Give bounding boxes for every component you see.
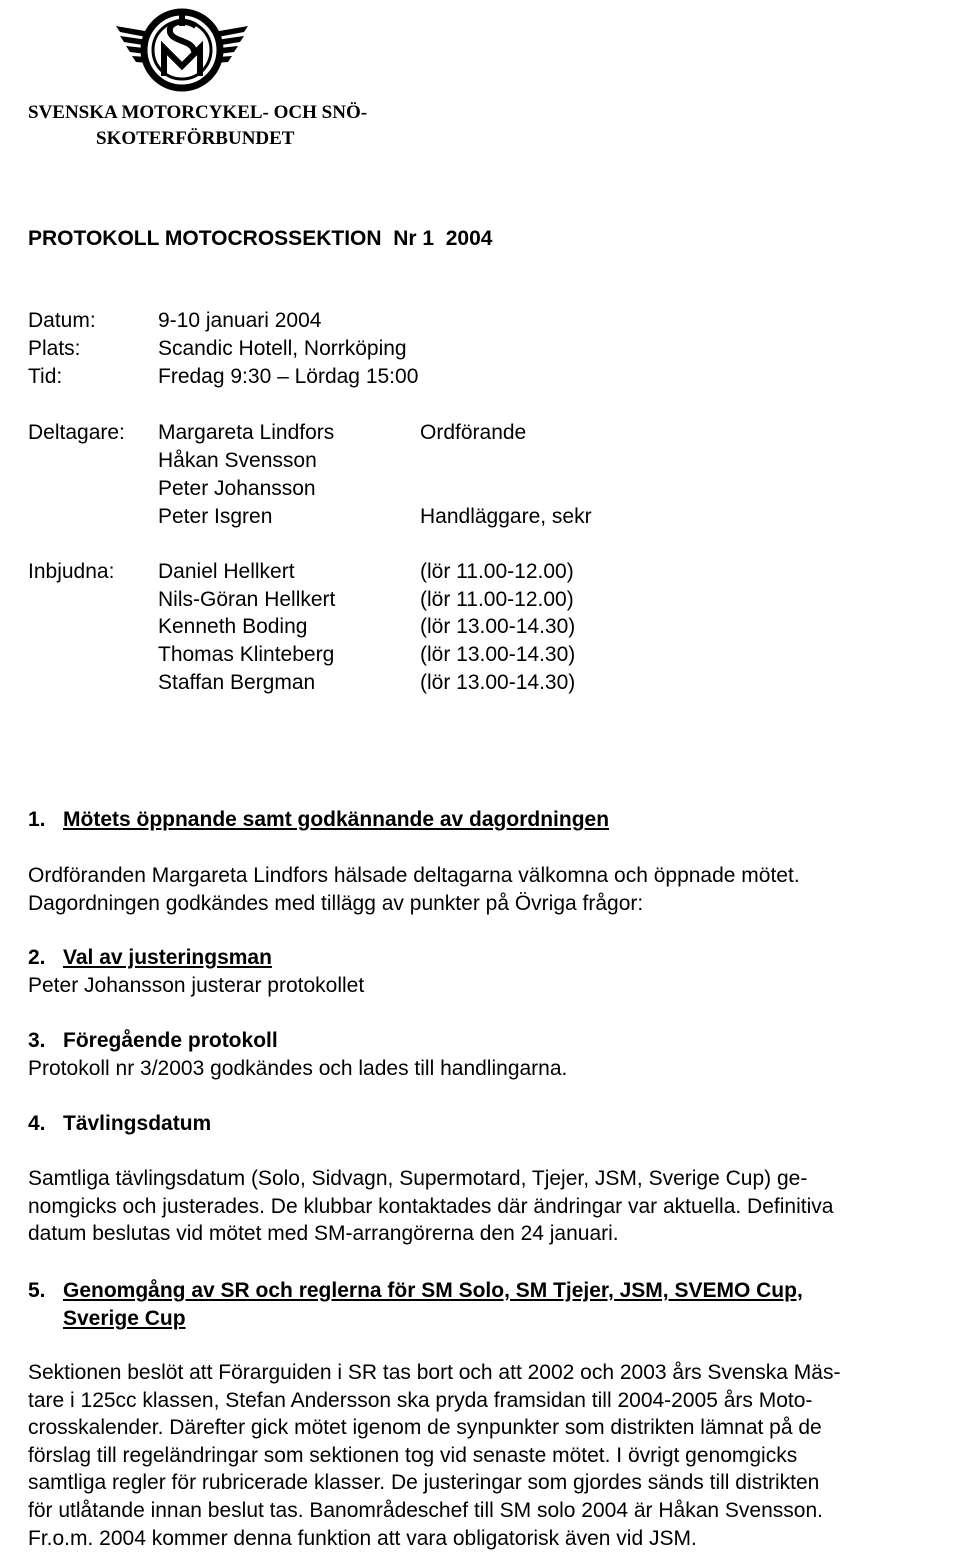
- section-title: Genomgång av SR och reglerna för SM Solo, SM Tjejer, JSM, SVEMO Cup,: [63, 1279, 803, 1302]
- body-line: nomgicks och justerades. De klubbar kontaktades där ändringar var aktuella. Definitiva: [28, 1194, 834, 1218]
- invitee-name: Nils-Göran Hellkert: [158, 588, 336, 611]
- section-title: Föregående protokoll: [63, 1029, 278, 1052]
- page-title: PROTOKOLL MOTOCROSSEKTION Nr 1 2004: [28, 227, 493, 250]
- invitee-time: (lör 11.00-12.00): [420, 560, 574, 583]
- invitee-name: Thomas Klinteberg: [158, 643, 335, 666]
- plats-label: Plats:: [28, 337, 81, 360]
- organization-name-line2: SKOTERFÖRBUNDET: [96, 128, 295, 149]
- section-title: Mötets öppnande samt godkännande av dagordningen: [63, 808, 610, 831]
- invitee-time: (lör 13.00-14.30): [420, 671, 576, 694]
- body-line: Sektionen beslöt att Förarguiden i SR tas bort och att 2002 och 2003 års Svenska Mäs-: [28, 1361, 841, 1384]
- section-heading-continued: [28, 1305, 186, 1333]
- tid-value: Fredag 9:30 – Lördag 15:00: [158, 365, 419, 388]
- section-number: 5.: [28, 1279, 46, 1302]
- section-title: Sverige Cup: [63, 1307, 186, 1330]
- participant-name: Margareta Lindfors: [158, 421, 335, 444]
- organization-name: [28, 100, 367, 152]
- section-heading: [28, 1110, 211, 1138]
- datum-label: Datum:: [28, 309, 96, 332]
- body-line: datum beslutas vid mötet med SM-arrangörerna den 24 januari.: [28, 1222, 619, 1246]
- body-line: Peter Johansson justerar protokollet: [28, 974, 365, 997]
- invitee-name: Kenneth Boding: [158, 615, 308, 638]
- section-title: Tävlingsdatum: [63, 1112, 212, 1135]
- deltagare-label: Deltagare:: [28, 421, 125, 444]
- body-line: Protokoll nr 3/2003 godkändes och lades till handlingarna.: [28, 1057, 568, 1080]
- tid-label: Tid:: [28, 365, 63, 388]
- organization-name-line1: SVENSKA MOTORCYKEL- OCH SNÖ-: [28, 102, 368, 123]
- body-line: Samtliga tävlingsdatum (Solo, Sidvagn, Supermotard, Tjejer, JSM, Sverige Cup) ge-: [28, 1167, 808, 1190]
- plats-value: Scandic Hotell, Norrköping: [158, 337, 407, 360]
- invitee-time: (lör 13.00-14.30): [420, 643, 576, 666]
- section-body: [28, 1359, 954, 1552]
- body-line: Dagordningen godkändes med tillägg av punkter på Övriga frågor:: [28, 891, 644, 915]
- inbjudna-label: Inbjudna:: [28, 560, 115, 583]
- section-number: 2.: [28, 946, 46, 969]
- invitee-name: Staffan Bergman: [158, 671, 316, 694]
- participant-name: Peter Johansson: [158, 477, 316, 500]
- body-line: tare i 125cc klassen, Stefan Andersson ska pryda framsidan till 2004-2005 års Moto-: [28, 1388, 813, 1412]
- svemo-logo-icon: [112, 4, 252, 96]
- section-number: 3.: [28, 1029, 46, 1052]
- section-heading: [28, 1027, 278, 1055]
- body-line: Ordföranden Margareta Lindfors hälsade deltagarna välkomna och öppnade mötet.: [28, 864, 800, 887]
- section-heading: [28, 806, 609, 834]
- invitee-time: (lör 13.00-14.30): [420, 615, 576, 638]
- section-heading: [28, 944, 272, 972]
- participant-role: Ordförande: [420, 421, 527, 444]
- section-body: [28, 1165, 954, 1248]
- invitee-name: Daniel Hellkert: [158, 560, 295, 583]
- invitee-time: (lör 11.00-12.00): [420, 588, 574, 611]
- section-heading: [28, 1277, 803, 1305]
- participant-name: Peter Isgren: [158, 505, 273, 528]
- section-body: [28, 1055, 954, 1083]
- participant-role: Handläggare, sekr: [420, 505, 592, 528]
- datum-value: 9-10 januari 2004: [158, 309, 322, 332]
- section-number: 4.: [28, 1112, 46, 1135]
- section-title: Val av justeringsman: [63, 946, 272, 969]
- body-line: samtliga regler för rubricerade klasser. De justeringar som gjordes sänds till distrikten: [28, 1471, 820, 1495]
- section-body: [28, 862, 954, 917]
- participant-name: Håkan Svensson: [158, 449, 317, 472]
- body-line: för utlåtande innan beslut tas. Banområdeschef till SM solo 2004 är Håkan Svensson.: [28, 1498, 823, 1522]
- body-line: crosskalender. Därefter gick mötet igenom de synpunkter som distrikten lämnat på de: [28, 1416, 822, 1440]
- section-number: 1.: [28, 808, 46, 831]
- body-line: Fr.o.m. 2004 kommer denna funktion att vara obligatorisk även vid JSM.: [28, 1526, 697, 1550]
- section-body: [28, 972, 954, 1000]
- body-line: förslag till regeländringar som sektionen tog vid senaste mötet. I övrigt genomgicks: [28, 1443, 798, 1467]
